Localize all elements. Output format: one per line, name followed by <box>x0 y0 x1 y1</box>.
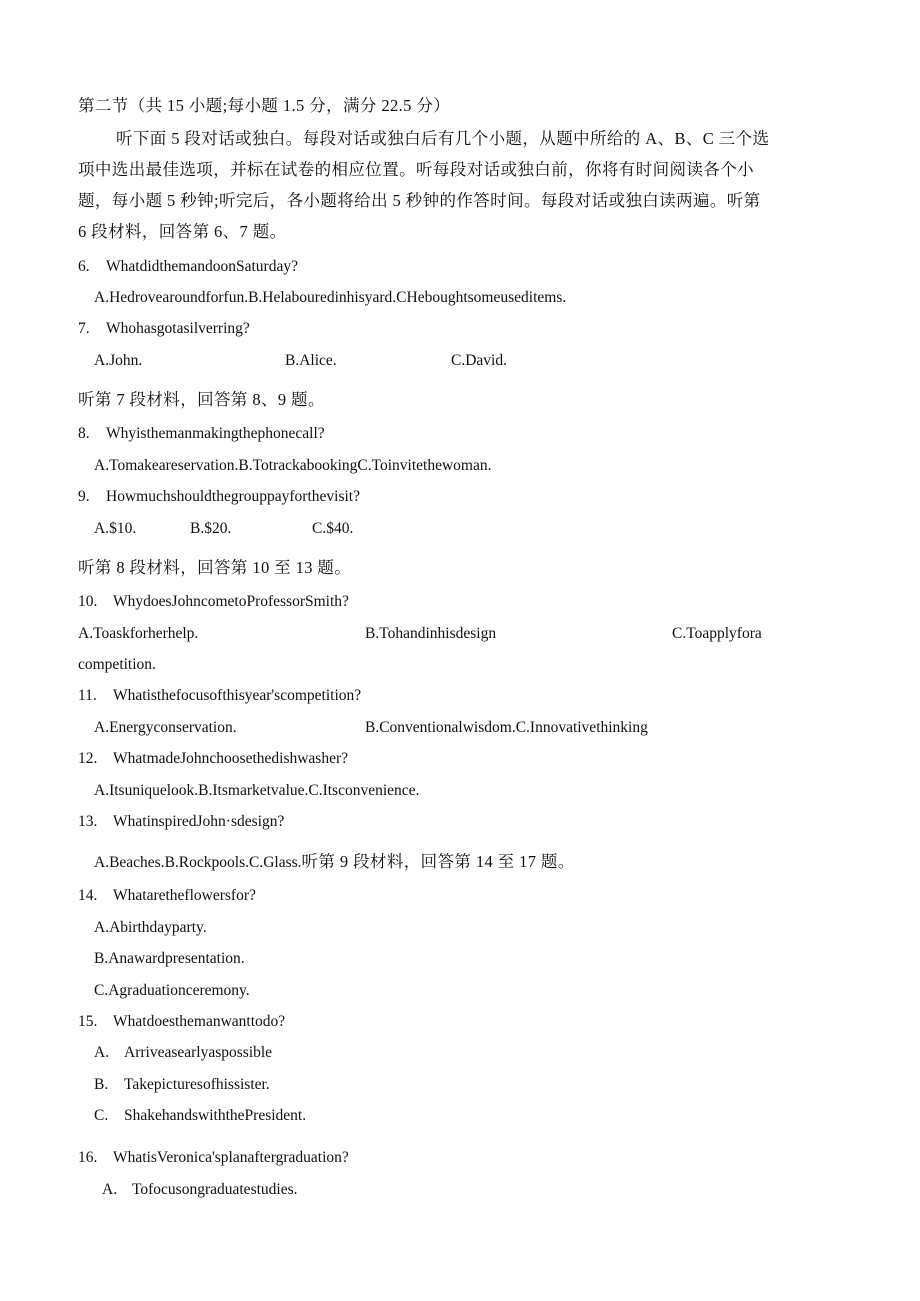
q6-number: 6. <box>78 258 90 275</box>
q15-number: 15. <box>78 1013 98 1030</box>
q8-number: 8. <box>78 425 90 442</box>
q9-option-a: A.$10. <box>94 520 137 537</box>
instruction-line: 6 段材料，回答第 6、7 题。 <box>78 222 287 241</box>
instruction-line: 题，每小题 5 秒钟;听完后，各小题将给出 5 秒钟的作答时间。每段对话或独白读两遍。听第 <box>78 191 761 210</box>
q8-options: A.Tomakeareservation.B.TotrackabookingC.Toinvitethewoman. <box>94 457 492 474</box>
q6-options: A.Hedrovearoundforfun.B.Helabouredinhisyard.CHeboughtsomeuseditems. <box>94 289 567 306</box>
q10-option-a: A.Toaskforherhelp. <box>78 625 199 642</box>
q15-option-a: Arriveasearlyaspossible <box>124 1044 273 1061</box>
q11-number: 11. <box>78 687 97 704</box>
q16-question: WhatisVeronica'splanaftergraduation? <box>113 1149 349 1166</box>
q7-number: 7. <box>78 320 90 337</box>
q10-option-c: C.Toapplyfora <box>672 625 762 642</box>
q10-option-c-continued: competition. <box>78 656 156 673</box>
q7-option-c: C.David. <box>451 352 507 369</box>
q13-options: A.Beaches.B.Rockpools.C.Glass. <box>94 854 302 871</box>
material-7-heading: 听第 7 段材料，回答第 8、9 题。 <box>78 390 325 409</box>
q9-option-c: C.$40. <box>312 520 354 537</box>
q13-options-line <box>94 852 575 873</box>
q7-option-a: A.John. <box>94 352 143 369</box>
q15-question: Whatdoesthemanwanttodo? <box>113 1013 286 1030</box>
q12-question: WhatmadeJohnchoosethedishwasher? <box>113 750 349 767</box>
q16-option-a-label: A. <box>102 1181 118 1198</box>
q16-option-a: Tofocusongraduatestudies. <box>132 1181 298 1198</box>
q7-question: Whohasgotasilverring? <box>106 320 250 337</box>
q13-number: 13. <box>78 813 98 830</box>
instructions <box>78 123 838 247</box>
q11-question: Whatisthefocusofthisyear'scompetition? <box>113 687 362 704</box>
q10-number: 10. <box>78 593 98 610</box>
q11-options-bc: B.Conventionalwisdom.C.Innovativethinking <box>365 719 648 736</box>
material-9-heading: 听第 9 段材料，回答第 14 至 17 题。 <box>301 852 575 871</box>
material-8-heading: 听第 8 段材料，回答第 10 至 13 题。 <box>78 558 352 577</box>
q13-question: WhatinspiredJohn·sdesign? <box>113 813 285 830</box>
q14-question: Whataretheflowersfor? <box>113 887 256 904</box>
q15-option-c-label: C. <box>94 1107 109 1124</box>
q16-number: 16. <box>78 1149 98 1166</box>
q15-option-b-label: B. <box>94 1076 109 1093</box>
q14-option-a: A.Abirthdayparty. <box>94 919 207 936</box>
q15-option-b: Takepicturesofhissister. <box>124 1076 270 1093</box>
q9-option-b: B.$20. <box>190 520 232 537</box>
q10-option-b: B.Tohandinhisdesign <box>365 625 497 642</box>
q8-question: Whyisthemanmakingthephonecall? <box>106 425 325 442</box>
q15-option-a-label: A. <box>94 1044 110 1061</box>
q14-option-b: B.Anawardpresentation. <box>94 950 245 967</box>
q12-number: 12. <box>78 750 98 767</box>
q11-option-a: A.Energyconservation. <box>94 719 237 736</box>
q9-number: 9. <box>78 488 90 505</box>
q10-question: WhydoesJohncometoProfessorSmith? <box>113 593 349 610</box>
instruction-line: 项中选出最佳选项，并标在试卷的相应位置。听每段对话或独白前，你将有时间阅读各个小 <box>78 160 754 179</box>
q14-option-c: C.Agraduationceremony. <box>94 982 250 999</box>
q14-number: 14. <box>78 887 98 904</box>
q12-options: A.Itsuniquelook.B.Itsmarketvalue.C.Itsconvenience. <box>94 782 420 799</box>
q6-question: WhatdidthemandoonSaturday? <box>106 258 298 275</box>
q7-option-b: B.Alice. <box>285 352 337 369</box>
section-heading: 第二节（共 15 小题;每小题 1.5 分，满分 22.5 分） <box>78 96 451 115</box>
instruction-line: 听下面 5 段对话或独白。每段对话或独白后有几个小题，从题中所给的 A、B、C 三个选 <box>116 129 770 148</box>
q15-option-c: ShakehandswiththePresident. <box>124 1107 307 1124</box>
q9-question: Howmuchshouldthegrouppayforthevisit? <box>106 488 360 505</box>
